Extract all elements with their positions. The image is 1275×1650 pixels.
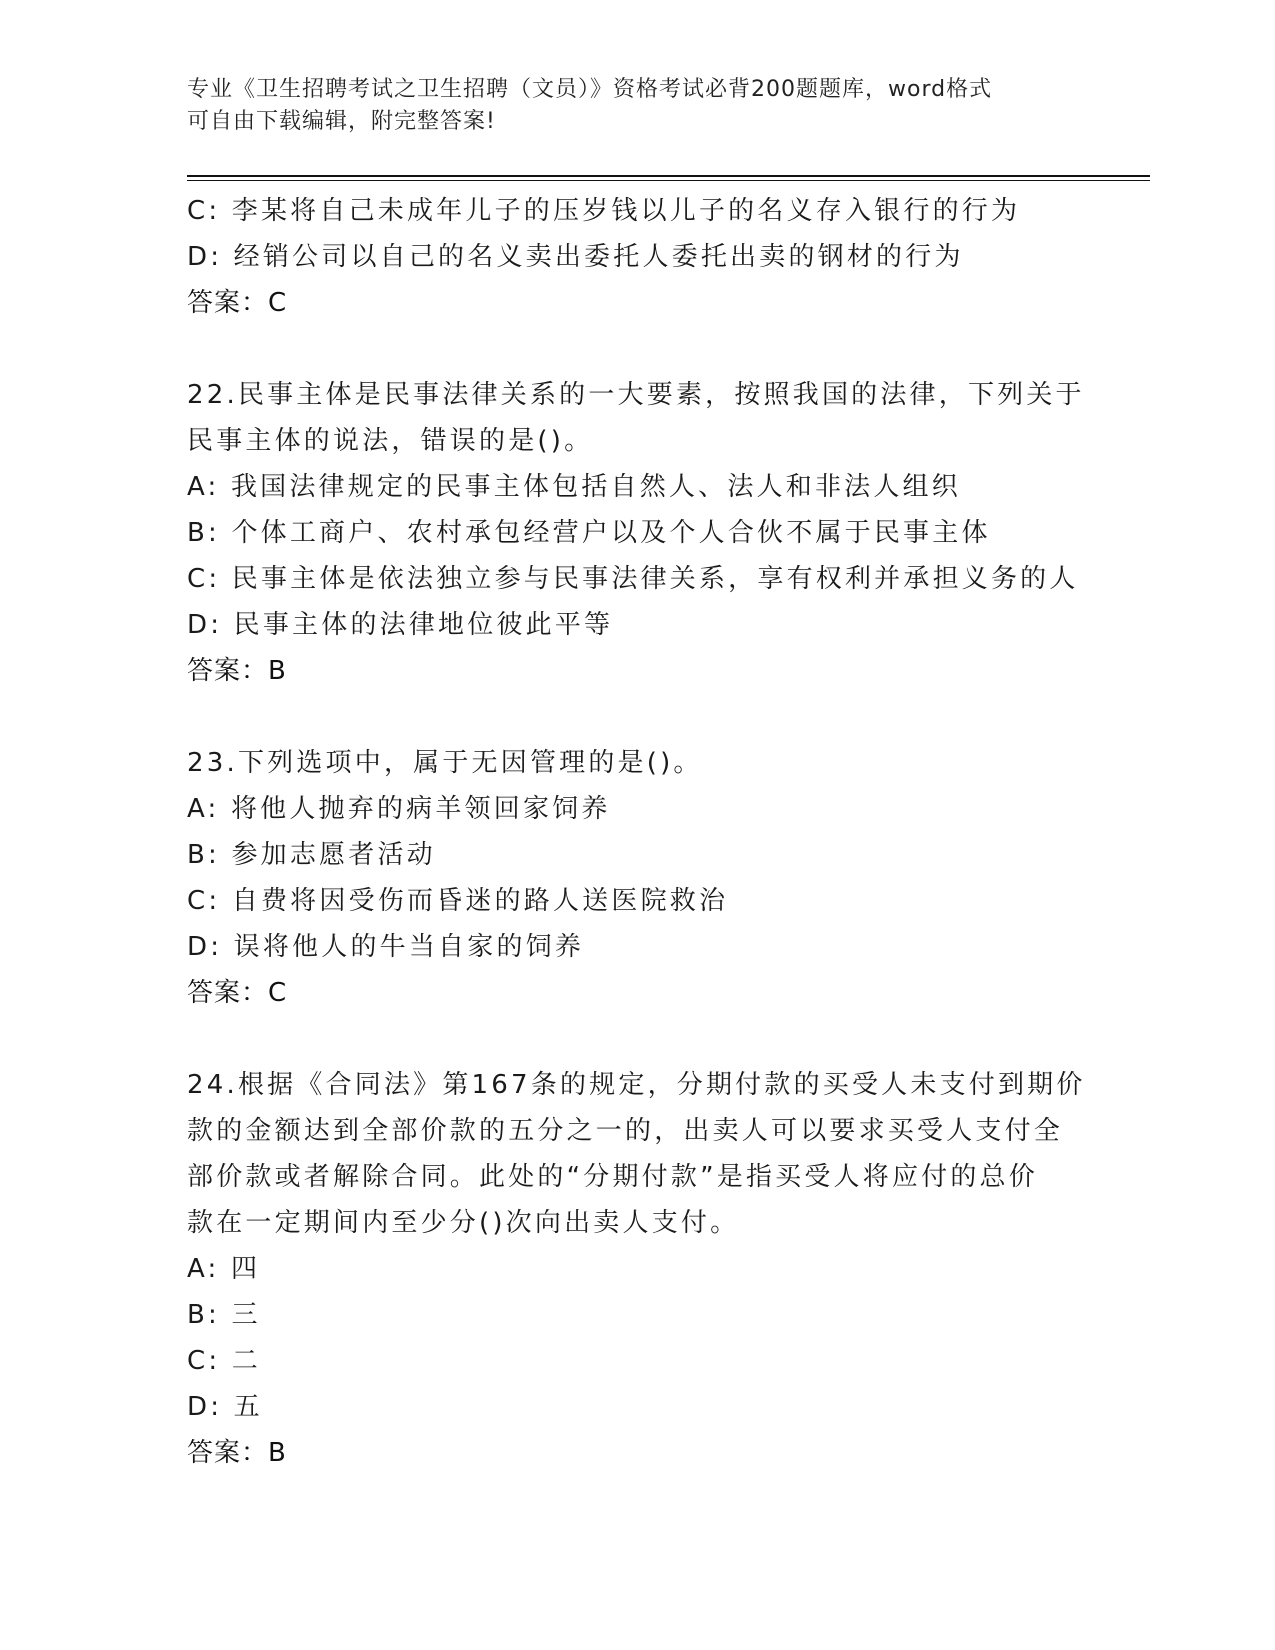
spacer (187, 694, 1087, 740)
answer-line: 答案：B (187, 1438, 287, 1468)
question-stem: 22.民事主体是民事法律关系的一大要素，按照我国的法律，下列关于 (187, 380, 1085, 410)
question-23 (187, 740, 1087, 1016)
option-a: A: 将他人抛弃的病羊领回家饲养 (187, 794, 611, 824)
option-c: C: 李某将自己未成年儿子的压岁钱以儿子的名义存入银行的行为 (187, 196, 1021, 226)
question-stem: 24.根据《合同法》第167条的规定，分期付款的买受人未支付到期价 (187, 1070, 1086, 1100)
option-a: A: 我国法律规定的民事主体包括自然人、法人和非法人组织 (187, 472, 961, 502)
option-d: D: 经销公司以自己的名义卖出委托人委托出卖的钢材的行为 (187, 242, 964, 272)
question-21-continued (187, 188, 1087, 326)
option-c: C: 民事主体是依法独立参与民事法律关系，享有权利并承担义务的人 (187, 564, 1079, 594)
option-c: C: 自费将因受伤而昏迷的路人送医院救治 (187, 886, 729, 916)
option-d: D: 五 (187, 1392, 263, 1422)
question-stem: 23.下列选项中，属于无因管理的是()。 (187, 748, 703, 778)
question-stem: 民事主体的说法，错误的是()。 (187, 426, 594, 456)
answer-line: 答案：C (187, 978, 288, 1008)
spacer (187, 326, 1087, 372)
question-22 (187, 372, 1087, 694)
answer-line: 答案：B (187, 656, 287, 686)
answer-line: 答案：C (187, 288, 288, 318)
option-c: C: 二 (187, 1346, 261, 1376)
option-a: A: 四 (187, 1254, 261, 1284)
question-24 (187, 1062, 1087, 1476)
question-stem: 款的金额达到全部价款的五分之一的，出卖人可以要求买受人支付全 (187, 1116, 1064, 1146)
spacer (187, 1016, 1087, 1062)
question-list (187, 188, 1087, 1476)
option-b: B: 参加志愿者活动 (187, 840, 436, 870)
header-divider-thick (187, 175, 1150, 177)
header-line-2: 可自由下载编辑，附完整答案! (187, 109, 496, 134)
header-line-1: 专业《卫生招聘考试之卫生招聘（文员）》资格考试必背200题题库，word格式 (187, 77, 993, 102)
question-stem: 款在一定期间内至少分()次向出卖人支付。 (187, 1208, 740, 1238)
question-stem: 部价款或者解除合同。此处的“分期付款”是指买受人将应付的总价 (187, 1162, 1038, 1192)
option-d: D: 民事主体的法律地位彼此平等 (187, 610, 614, 640)
option-d: D: 误将他人的牛当自家的饲养 (187, 932, 585, 962)
option-b: B: 个体工商户、农村承包经营户以及个人合伙不属于民事主体 (187, 518, 991, 548)
document-header (187, 74, 1067, 138)
option-b: B: 三 (187, 1300, 261, 1330)
header-divider-thin (187, 180, 1150, 181)
